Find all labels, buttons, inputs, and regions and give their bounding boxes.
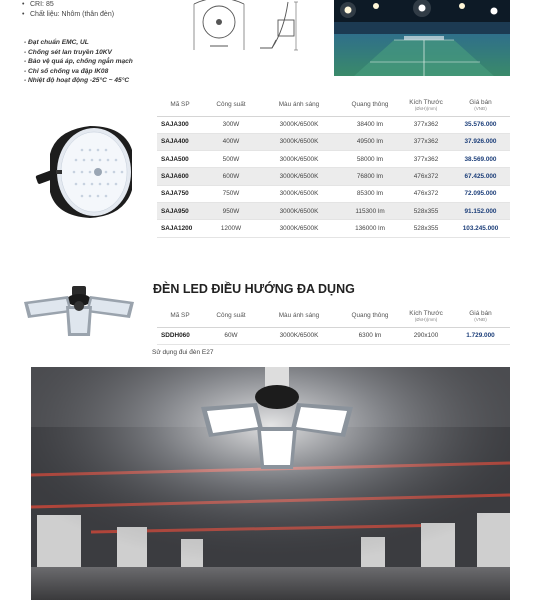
dimension-drawing: [188, 0, 324, 52]
table-row: [157, 220, 510, 237]
usage-note: Sử dụng đui đèn E27: [152, 349, 214, 356]
header-color: Màu ánh sáng: [259, 94, 339, 116]
cell-price: 1.729.000: [451, 327, 510, 344]
feature-item: - Bảo vệ quá áp, chống ngắn mạch: [24, 58, 133, 65]
header-price-label: Giá bán: [469, 309, 492, 317]
header-price-unit: (VNĐ): [474, 316, 487, 322]
cell-color: 3000K/6500K: [259, 202, 339, 219]
header-code: Mã SP: [157, 305, 203, 327]
cell-color: 3000K/6500K: [259, 133, 339, 150]
table-row: [157, 116, 510, 133]
cell-lumen: 58000 lm: [339, 151, 401, 168]
header-code: Mã SP: [157, 94, 203, 116]
cell-color: 3000K/6500K: [259, 220, 339, 237]
cell-lumen: 6300 lm: [339, 327, 401, 344]
cell-code: SAJA400: [157, 133, 203, 150]
header-power: Công suất: [203, 305, 259, 327]
cell-power: 300W: [203, 116, 259, 133]
cell-power: 750W: [203, 185, 259, 202]
cell-power: 600W: [203, 168, 259, 185]
cell-color: 3000K/6500K: [259, 116, 339, 133]
table-row: [157, 327, 510, 344]
cell-code: SDDH060: [157, 327, 203, 344]
feature-list: [24, 38, 133, 86]
spec-item: • CRI: 85: [22, 0, 114, 10]
cell-size: 528x355: [401, 202, 451, 219]
header-power: Công suất: [203, 94, 259, 116]
header-size-label: Kích Thước: [409, 309, 443, 317]
cell-size: 476x372: [401, 185, 451, 202]
cell-price: 67.425.000: [451, 168, 510, 185]
cell-code: SAJA950: [157, 202, 203, 219]
deformable-led-lamp-image: [18, 284, 140, 342]
cell-code: SAJA750: [157, 185, 203, 202]
sddh-price-table: [157, 305, 510, 345]
parking-garage-photo: [31, 367, 510, 600]
cell-size: 377x362: [401, 133, 451, 150]
cell-color: 3000K/6500K: [259, 168, 339, 185]
cell-size: 377x362: [401, 116, 451, 133]
cell-price: 37.926.000: [451, 133, 510, 150]
spec-list: [22, 0, 114, 20]
cell-price: 91.152.000: [451, 202, 510, 219]
table-header-row: [157, 94, 510, 116]
feature-item: - Nhiệt độ hoạt động -25°C ~ 45°C: [24, 77, 130, 84]
cell-color: 3000K/6500K: [259, 151, 339, 168]
saja-price-table: [157, 94, 510, 238]
cell-power: 500W: [203, 151, 259, 168]
cell-size: 290x100: [401, 327, 451, 344]
stadium-photo: [334, 0, 510, 76]
table-row: [157, 168, 510, 185]
cell-code: SAJA600: [157, 168, 203, 185]
table-row: [157, 133, 510, 150]
cell-lumen: 85300 lm: [339, 185, 401, 202]
header-price-label: Giá bán: [469, 98, 492, 106]
table-row: [157, 151, 510, 168]
header-price: [451, 305, 510, 327]
cell-code: SAJA500: [157, 151, 203, 168]
header-price: [451, 94, 510, 116]
header-size-unit: (ØxH)(mm): [414, 105, 438, 111]
header-color: Màu ánh sáng: [259, 305, 339, 327]
cell-price: 38.569.000: [451, 151, 510, 168]
cell-power: 60W: [203, 327, 259, 344]
cell-lumen: 49500 lm: [339, 133, 401, 150]
cell-lumen: 38400 lm: [339, 116, 401, 133]
header-size: [401, 94, 451, 116]
cell-price: 35.576.000: [451, 116, 510, 133]
cell-lumen: 76800 lm: [339, 168, 401, 185]
table-header-row: [157, 305, 510, 327]
cell-power: 400W: [203, 133, 259, 150]
cell-code: SAJA1200: [157, 220, 203, 237]
header-price-unit: (VNĐ): [474, 105, 487, 111]
table-row: [157, 202, 510, 219]
feature-item: - Đạt chuẩn EMC, UL: [24, 39, 89, 46]
section-title: ĐÈN LED ĐIỀU HƯỚNG ĐA DỤNG: [153, 282, 355, 296]
feature-item: - Chỉ số chống va đập IK08: [24, 67, 109, 75]
header-lumen: Quang thông: [339, 94, 401, 116]
header-size: [401, 305, 451, 327]
cell-color: 3000K/6500K: [259, 327, 339, 344]
cell-lumen: 115300 lm: [339, 202, 401, 219]
cell-size: 377x362: [401, 151, 451, 168]
header-lumen: Quang thông: [339, 305, 401, 327]
cell-price: 72.095.000: [451, 185, 510, 202]
feature-item: - Chống sét lan truyền 10KV: [24, 48, 112, 56]
header-size-unit: (ØxH)(mm): [414, 316, 438, 322]
cell-color: 3000K/6500K: [259, 185, 339, 202]
cell-power: 950W: [203, 202, 259, 219]
cell-size: 476x372: [401, 168, 451, 185]
table-row: [157, 185, 510, 202]
cell-size: 528x355: [401, 220, 451, 237]
spec-item: • Chất liệu: Nhôm (thân đèn): [22, 10, 114, 20]
stadium-floodlight-image: [32, 120, 142, 220]
cell-lumen: 136000 lm: [339, 220, 401, 237]
cell-power: 1200W: [203, 220, 259, 237]
cell-code: SAJA300: [157, 116, 203, 133]
cell-price: 103.245.000: [451, 220, 510, 237]
header-size-label: Kích Thước: [409, 98, 443, 106]
